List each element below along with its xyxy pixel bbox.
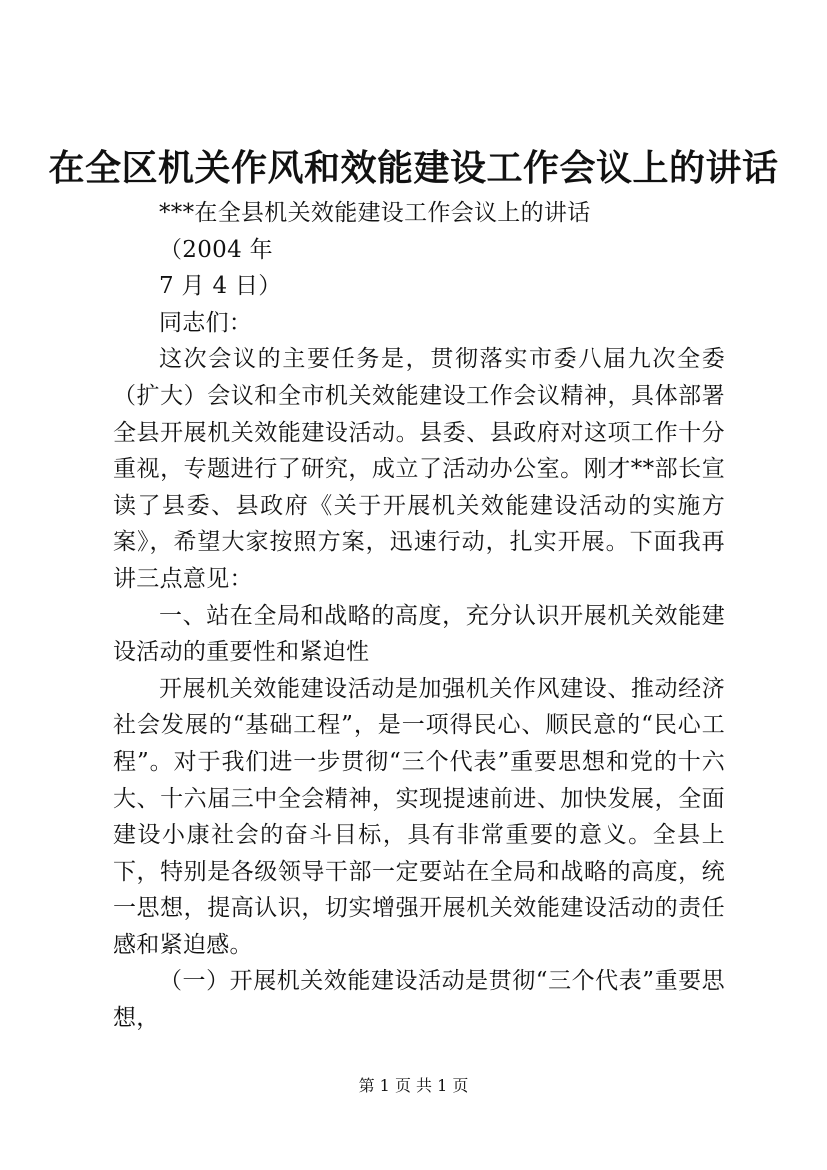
subsection-heading-1: （一）开展机关效能建设活动是贯彻“三个代表”重要思想， — [113, 968, 725, 1032]
subtitle-line: ***在全县机关效能建设工作会议上的讲话 — [159, 200, 591, 226]
date-line-1: （2004 年 — [159, 236, 273, 263]
salutation: 同志们： — [159, 309, 253, 336]
section-heading-1: 一、站在全局和战略的高度，充分认识开展机关效能建设活动的重要性和紧迫性 — [113, 602, 725, 666]
paragraph-section-1: 开展机关效能建设活动是加强机关作风建设、推动经济社会发展的“基础工程”，是一项得民心、顺民意的“民心工程”。对于我们进一步贯彻“三个代表”重要思想和党的十六大、十六届三中全会精神，实现提速前进、加快发展，全面建设小康社会的奋斗目标，具有非常重要的意义。全县上下，特别是各级领导干部一定要站在全局和战略的高度，统一思想，提高认识，切实增强开展机关效能建设活动的责任感和紧迫感。 — [113, 675, 725, 958]
page-footer: 第 1 页 共 1 页 — [358, 1076, 469, 1095]
document-body — [113, 195, 725, 1037]
document-title: 在全区机关作风和效能建设工作会议上的讲话 — [48, 147, 779, 189]
paragraph-intro: 这次会议的主要任务是，贯彻落实市委八届九次全委（扩大）会议和全市机关效能建设工作会议精神，具体部署全县开展机关效能建设活动。县委、县政府对这项工作十分重视，专题进行了研究，成立了活动办公室。刚才**部长宣读了县委、县政府《关于开展机关效能建设活动的实施方案》，希望大家按照方案，迅速行动，扎实开展。下面我再讲三点意见： — [113, 346, 725, 592]
date-line-2: 7 月 4 日） — [159, 273, 282, 300]
